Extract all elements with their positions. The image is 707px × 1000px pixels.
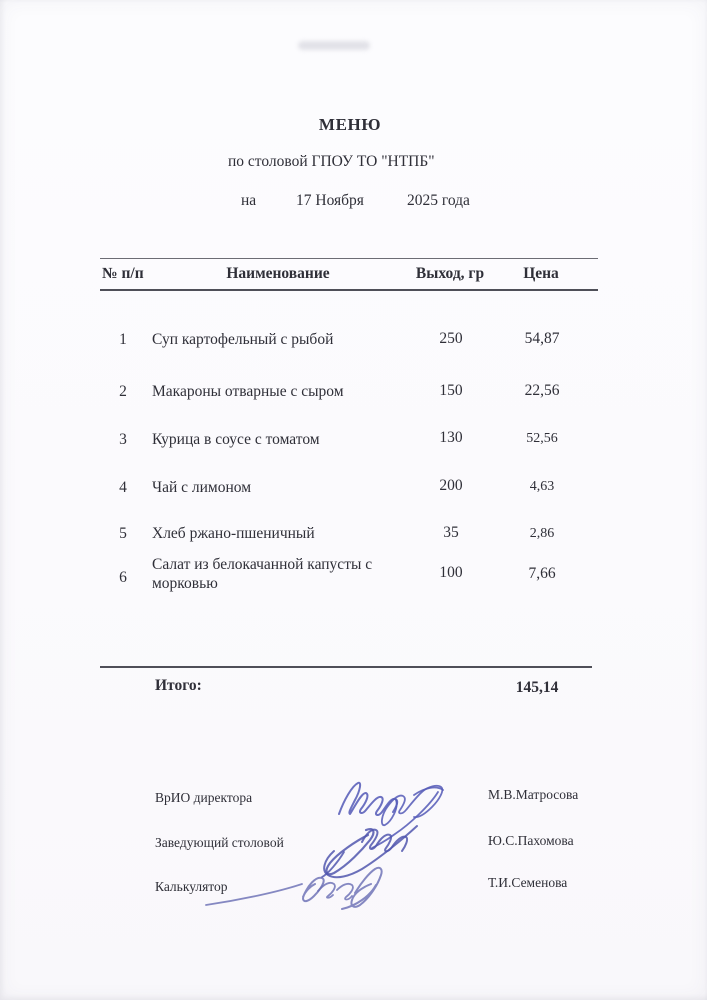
row-num: 2 xyxy=(119,383,127,400)
col-header-price: Цена xyxy=(523,265,559,282)
table-header-rule xyxy=(100,289,598,291)
bleedthrough-smudge xyxy=(298,41,370,50)
date-day: 17 Ноября xyxy=(296,192,364,209)
row-price: 7,66 xyxy=(528,565,556,582)
row-price: 22,56 xyxy=(524,382,560,399)
col-header-name: Наименование xyxy=(226,265,330,282)
row-num: 4 xyxy=(119,479,127,496)
row-weight: 200 xyxy=(439,477,463,494)
signature-ink-matrosova xyxy=(339,783,443,848)
row-num: 3 xyxy=(119,431,127,448)
row-weight: 100 xyxy=(439,564,463,581)
row-weight: 130 xyxy=(439,429,463,446)
row-name: Курица в соусе с томатом xyxy=(152,431,320,448)
row-price: 4,63 xyxy=(529,479,555,494)
col-header-num: № п/п xyxy=(102,265,144,282)
row-num: 1 xyxy=(119,331,127,348)
date-year: 2025 года xyxy=(407,192,470,209)
row-name: Хлеб ржано-пшеничный xyxy=(152,525,315,542)
row-weight: 150 xyxy=(439,382,463,399)
row-name: Суп картофельный с рыбой xyxy=(152,331,334,348)
signature-name-pahomova: Ю.С.Пахомова xyxy=(488,833,574,848)
table-total-rule xyxy=(100,666,592,668)
signature-ink-semenova xyxy=(206,868,382,909)
signature-role-canteen: Заведующий столовой xyxy=(155,835,284,850)
signature-name-semenova: Т.И.Семенова xyxy=(488,875,568,890)
col-header-weight: Выход, гр xyxy=(415,265,485,282)
row-num: 6 xyxy=(119,569,127,586)
signature-name-matrosova: М.В.Матросова xyxy=(488,787,579,802)
table-top-rule xyxy=(100,258,598,259)
row-weight: 35 xyxy=(443,524,459,541)
signature-ink-pahomova xyxy=(322,826,417,877)
row-price: 2,86 xyxy=(529,526,555,541)
signature-role-calculator: Калькулятор xyxy=(155,879,228,894)
row-weight: 250 xyxy=(439,330,463,347)
date-prefix: на xyxy=(241,192,257,209)
row-num: 5 xyxy=(119,525,127,542)
total-value: 145,14 xyxy=(515,679,559,696)
document-subtitle: по столовой ГПОУ ТО "НТПБ" xyxy=(228,153,435,170)
row-name: Салат из белокачанной капусты с морковью xyxy=(152,556,373,593)
row-name: Чай с лимоном xyxy=(152,479,252,496)
row-price: 52,56 xyxy=(526,431,558,446)
row-price: 54,87 xyxy=(524,330,560,347)
signature-role-director: ВрИО директора xyxy=(155,790,253,805)
row-name: Макароны отварные с сыром xyxy=(152,383,344,400)
total-label: Итого: xyxy=(155,677,202,694)
document-title: МЕНЮ xyxy=(318,115,382,134)
